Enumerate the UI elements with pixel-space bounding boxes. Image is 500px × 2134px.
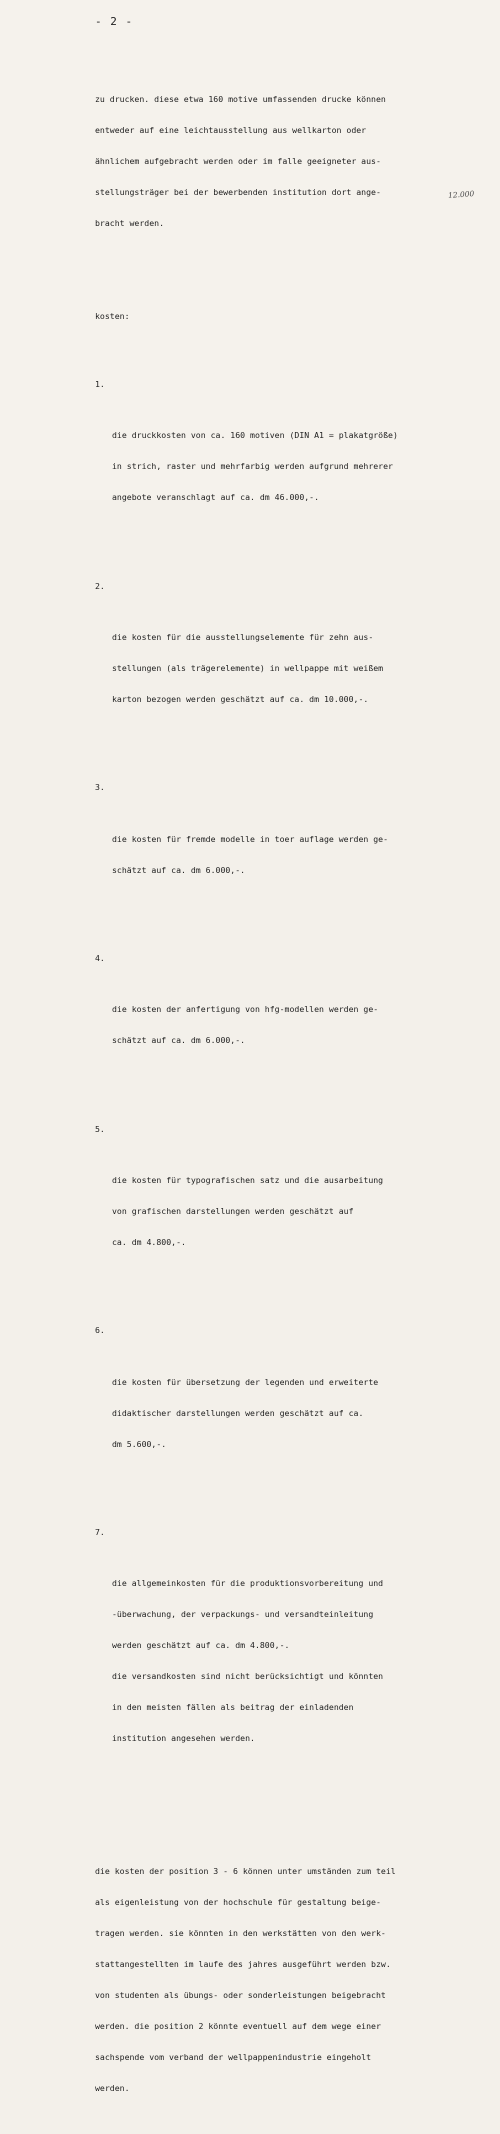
cost-item-7 [95, 1527, 475, 1784]
text-line: stellungsträger bei der bewerbenden institution dort ange- [95, 186, 381, 197]
cost-item-1 [95, 379, 475, 544]
item-number: 2. [95, 580, 105, 591]
text-line: sachspende vom verband der wellpappenindustrie eingeholt [95, 2051, 372, 2062]
cost-item-5 [95, 1124, 475, 1289]
text-line: dm 5.600,-. [112, 1438, 167, 1449]
text-line: die kosten für fremde modelle in toer auflage werden ge- [112, 833, 389, 844]
text-line: in strich, raster und mehrfarbig werden aufgrund mehrerer [112, 461, 393, 472]
text-line: stellungen (als trägerelemente) in wellpappe mit weißem [112, 662, 384, 673]
text-line: als eigenleistung von der hochschule für gestaltung beige- [95, 1897, 381, 1908]
item-number: 5. [95, 1123, 105, 1134]
text-line: die versandkosten sind nicht berücksichtigt und könnten [112, 1671, 384, 1682]
item-number: 4. [95, 952, 105, 963]
text-line: ca. dm 4.800,-. [112, 1236, 186, 1247]
text-line: die kosten für typografischen satz und die ausarbeitung [112, 1175, 384, 1186]
cost-item-3 [95, 782, 475, 916]
text-line: didaktischer darstellungen werden geschätzt auf ca. [112, 1407, 364, 1418]
handwritten-annotation: 12.000 [447, 189, 475, 200]
text-line: zu drucken. diese etwa 160 motive umfassenden drucke können [95, 94, 386, 105]
text-line: werden. [95, 2082, 130, 2093]
text-line: stattangestellten im laufe des jahres ausgeführt werden bzw. [95, 1959, 391, 1970]
text-line: schätzt auf ca. dm 6.000,-. [112, 864, 246, 875]
text-line: ähnlichem aufgebracht werden oder im falle geeigneter aus- [95, 155, 381, 166]
text-line: karton bezogen werden geschätzt auf ca. dm 10.000,-. [112, 693, 369, 704]
item-number: 3. [95, 782, 105, 793]
text-line: in den meisten fällen als beitrag der einladenden [112, 1702, 354, 1713]
document-body [95, 53, 475, 2134]
text-line: werden geschätzt auf ca. dm 4.800,-. [112, 1640, 290, 1651]
costs-heading: kosten: [95, 311, 130, 322]
text-line: -überwachung, der verpackungs- und versandteinleitung [112, 1609, 374, 1620]
text-line: angebote veranschlagt auf ca. dm 46.000,-. [112, 492, 320, 503]
cost-item-2 [95, 581, 475, 746]
cost-item-6 [95, 1325, 475, 1490]
intro-paragraph [95, 74, 475, 249]
text-line: die kosten der position 3 - 6 können unter umständen zum teil [95, 1866, 396, 1877]
text-line: entweder auf eine leichtausstellung aus wellkarton oder [95, 125, 367, 136]
item-number: 1. [95, 378, 105, 389]
text-line: bracht werden. [95, 217, 165, 228]
text-line: werden. die position 2 könnte eventuell auf dem wege einer [95, 2020, 381, 2031]
text-line: von studenten als übungs- oder sonderleistungen beigebracht [95, 1990, 386, 2001]
closing-paragraph [95, 1846, 475, 2114]
text-line: von grafischen darstellungen werden geschätzt auf [112, 1206, 354, 1217]
cost-item-4 [95, 953, 475, 1087]
item-number: 6. [95, 1325, 105, 1336]
text-line: die druckkosten von ca. 160 motiven (DIN A1 = plakatgröße) [112, 430, 398, 441]
page-number: - 2 - [95, 15, 134, 28]
text-line: die kosten für übersetzung der legenden und erweiterte [112, 1376, 379, 1387]
text-line: tragen werden. sie könnten in den werkstätten von den werk- [95, 1928, 386, 1939]
text-line: schätzt auf ca. dm 6.000,-. [112, 1035, 246, 1046]
text-line: institution angesehen werden. [112, 1732, 255, 1743]
text-line: die kosten der anfertigung von hfg-modellen werden ge- [112, 1004, 379, 1015]
text-line: die kosten für die ausstellungselemente für zehn aus- [112, 632, 374, 643]
item-number: 7. [95, 1526, 105, 1537]
text-line: die allgemeinkosten für die produktionsvorbereitung und [112, 1578, 384, 1589]
